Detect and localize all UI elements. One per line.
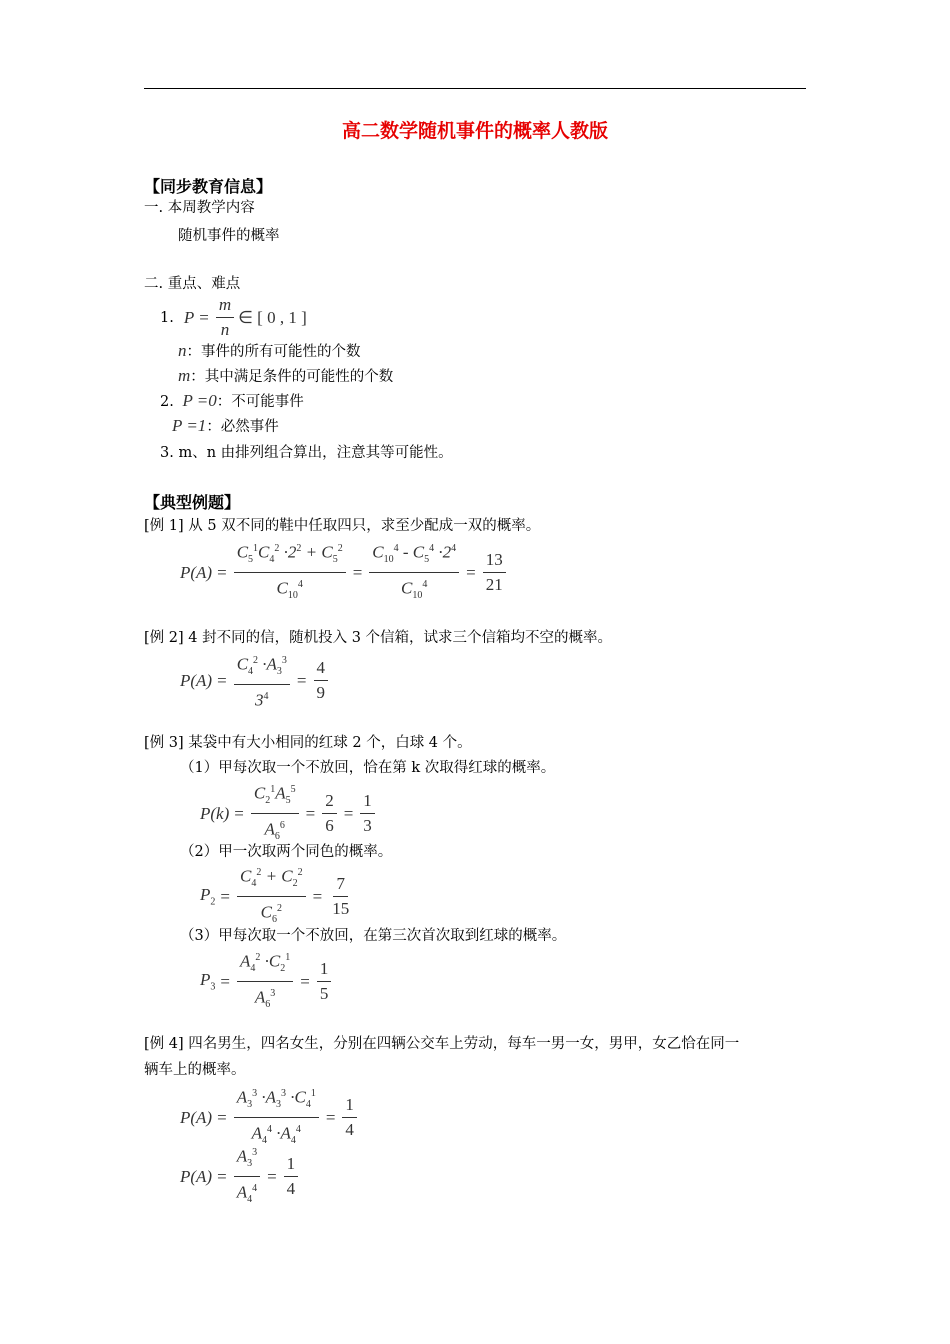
part2-item3: 3. m、n 由排列组合算出，注意其等可能性。 bbox=[160, 445, 453, 461]
part2-heading: 二. 重点、难点 bbox=[144, 276, 241, 292]
section-sync-info: 【同步教育信息】 bbox=[144, 177, 273, 196]
example-3-part-1: （1）甲每次取一个不放回，恰在第 k 次取得红球的概率。 bbox=[180, 760, 556, 776]
example-4-formula-2: P(A) = $\frac{A_3^3}{A_4^4}$ = $\frac{1}{4}$ bbox=[180, 1142, 300, 1211]
example-1-question: [例 1] 从 5 双不同的鞋中任取四只，求至少配成一双的概率。 bbox=[144, 518, 541, 534]
example-4-formula-1: P(A) = $\frac{A_3^3 \cdot A_3^3 \cdot C_4^1}{A_4^4 \cdot A_4^4}$ = $\frac{1}{4}$ bbox=[180, 1083, 359, 1152]
section-typical-examples: 【典型例题】 bbox=[144, 493, 241, 512]
example-2-formula: P(A) = $\frac{C_4^2 \cdot A_3^3}{3^4}$ = $\frac{4}{9}$ bbox=[180, 650, 330, 712]
example-3-part-2-formula: $P_2$ = $\frac{C_4^2 + C_2^2}{C_6^2}$ = $\frac{7}{15}$ bbox=[200, 862, 354, 931]
item1-number: 1. bbox=[160, 309, 174, 326]
probability-range-formula: 1. P = $\frac{m}{n}$ ∈ [ 0 , 1 ] bbox=[160, 295, 307, 339]
page-title: 高二数学随机事件的概率人教版 bbox=[341, 120, 608, 142]
example-4-question-line-2: 辆车上的概率。 bbox=[144, 1062, 246, 1078]
header-rule bbox=[144, 88, 806, 89]
example-3-part-3: （3）甲每次取一个不放回，在第三次首次取到红球的概率。 bbox=[180, 928, 567, 944]
m-definition: m：其中满足条件的可能性的个数 bbox=[178, 366, 394, 385]
p-one-line: P =1：必然事件 bbox=[172, 416, 279, 435]
part1-content: 随机事件的概率 bbox=[178, 228, 280, 244]
example-1-formula: P(A) = $\frac{C_5^1C_4^2 \cdot 2^2 + C_5^2}{C_{10}^4}$ = $\frac{C_{10}^4 - C_5^4 \cdot 2^4}{C_{10}^4}$ = $\frac{13}{21}$ bbox=[180, 538, 508, 607]
example-4-question-line-1: [例 4] 四名男生，四名女生，分别在四辆公交车上劳动，每车一男一女，男甲，女乙恰在同一 bbox=[144, 1036, 740, 1052]
m-over-n-fraction: $\frac{m}{n}$ bbox=[216, 294, 234, 341]
example-3-part-1-formula: P(k) = $\frac{C_2^1A_5^5}{A_6^6}$ = $\frac{2}{6}$ = $\frac{1}{3}$ bbox=[200, 779, 377, 848]
example-3-part-3-formula: $P_3$ = $\frac{A_4^2 \cdot C_2^1}{A_6^3}$ = $\frac{1}{5}$ bbox=[200, 947, 333, 1016]
part1-heading: 一. 本周教学内容 bbox=[144, 200, 255, 216]
example-3-question: [例 3] 某袋中有大小相同的红球 2 个，白球 4 个。 bbox=[144, 735, 472, 751]
example-3-part-2: （2）甲一次取两个同色的概率。 bbox=[180, 844, 393, 860]
p-zero-line: 2. P =0：不可能事件 bbox=[160, 391, 304, 410]
n-definition: n：事件的所有可能性的个数 bbox=[178, 341, 361, 360]
example-2-question: [例 2] 4 封不同的信，随机投入 3 个信箱，试求三个信箱均不空的概率。 bbox=[144, 630, 613, 646]
